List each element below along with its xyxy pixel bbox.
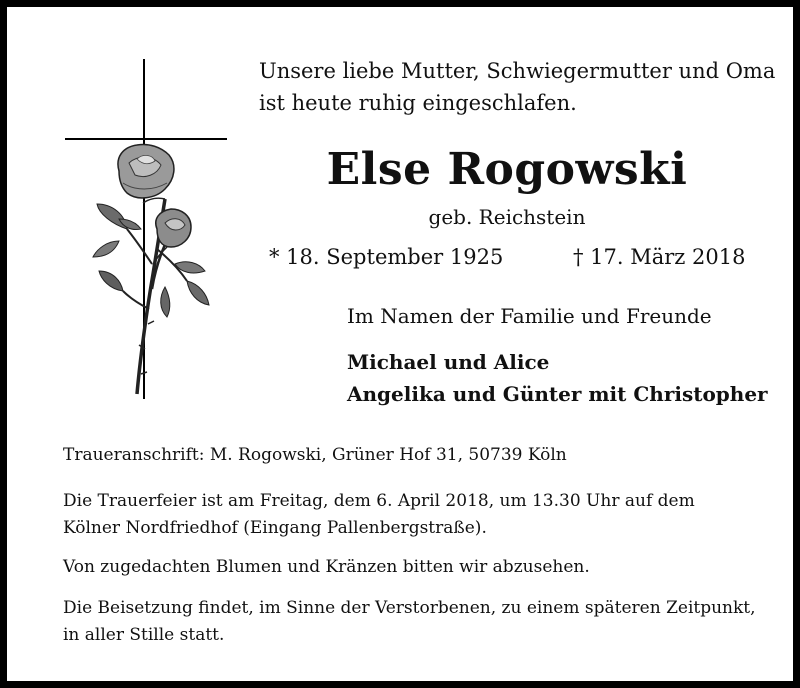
burial-line: Die Beisetzung findet, im Sinne der Verstorbenen, zu einem späteren Zeitpunkt, bbox=[63, 598, 756, 618]
death-date: † 17. März 2018 bbox=[573, 245, 746, 269]
birth-date: * 18. September 1925 bbox=[269, 245, 504, 269]
funeral-line: Kölner Nordfriedhof (Eingang Pallenbergstraße). bbox=[63, 518, 487, 538]
funeral-line: Die Trauerfeier ist am Freitag, dem 6. April 2018, um 13.30 Uhr auf dem bbox=[63, 491, 695, 511]
flowers-line: Von zugedachten Blumen und Kränzen bitten wir abzusehen. bbox=[63, 557, 590, 577]
intro-text bbox=[259, 55, 775, 119]
mourner-entry: Angelika und Günter mit Christopher bbox=[347, 382, 768, 406]
funeral-info bbox=[63, 488, 753, 542]
rose-icon bbox=[93, 144, 209, 394]
deceased-name: Else Rogowski bbox=[326, 144, 688, 195]
maiden-name: geb. Reichstein bbox=[428, 205, 586, 229]
mourner-entry: Michael und Alice bbox=[347, 350, 550, 374]
family-intro: Im Namen der Familie und Freunde bbox=[347, 304, 712, 328]
rose-cross-illustration bbox=[57, 59, 237, 404]
burial-info bbox=[63, 595, 756, 649]
burial-line: in aller Stille statt. bbox=[63, 625, 225, 645]
mourners-list bbox=[347, 346, 768, 410]
intro-line: Unsere liebe Mutter, Schwiegermutter und Oma bbox=[259, 59, 776, 83]
intro-line: ist heute ruhig eingeschlafen. bbox=[259, 91, 577, 115]
flowers-note bbox=[63, 554, 753, 581]
mourning-address: Traueranschrift: M. Rogowski, Grüner Hof 31, 50739 Köln bbox=[63, 445, 567, 465]
cross-icon bbox=[65, 59, 227, 399]
